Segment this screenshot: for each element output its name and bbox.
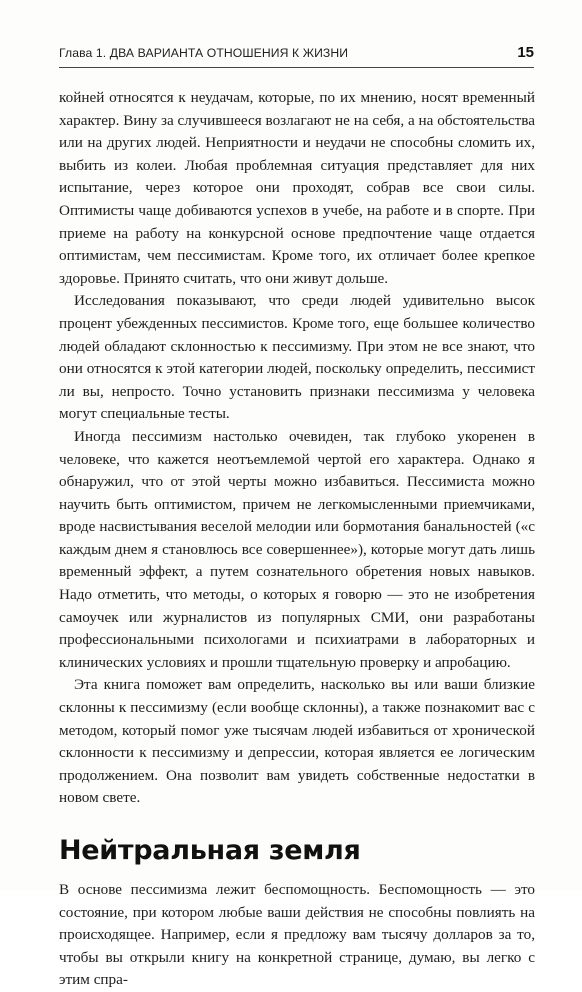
paragraph: Эта книга поможет вам определить, насколько вы или ваши близкие склонны к пессимизму (если вообще склонны), а также познакомит вас с методом, который помог уже тысячам людей избавиться от хронической склонности к пессимизму и депрессии, которая является ее логическим продолжением. Она позволит вам увидеть собственные недостатки в новом свете. [59,676,535,807]
body-text [59,87,535,992]
paragraph: Исследования показывают, что среди людей удивительно высок процент убежденных пессимистов. Кроме того, еще большее количество людей обладают склонностью к пессимизму. При этом не все знают, что они относятся к этой категории людей, поскольку определить, пессимист ли вы, непросто. Точно установить признаки пессимизма у человека могут специальные тесты. [59,292,535,423]
page-number: 15 [517,44,534,61]
paragraph: Иногда пессимизм настолько очевиден, так глубоко укоренен в человеке, что кажется неотъемлемой чертой его характера. Однако я обнаружил, что от этой черты можно избавиться. Пессимиста можно научить быть оптимистом, причем не легкомысленными приемчиками, вроде насвистывания веселой мелодии или бормотания банальностей («с каждым днем я становлюсь все совершеннее»), которые могут дать лишь временный эффект, а путем сознательного обретения новых навыков. Надо отметить, что методы, о которых я говорю — это не изобретения самоучек или журналистов из популярных СМИ, они разработаны профессиональными психологами и психиатрами в лабораторных и клинических условиях и прошли тщательную проверку и апробацию. [59,427,535,671]
running-header [59,44,534,64]
section-heading: Нейтральная земля [59,835,361,866]
chapter-title: Глава 1. ДВА ВАРИАНТА ОТНОШЕНИЯ К ЖИЗНИ [59,46,349,60]
paragraph: В основе пессимизма лежит беспомощность. Беспомощность — это состояние, при котором любые ваши действия не способны повлиять на происходящее. Например, если я предложу вам тысячу долларов за то, чтобы вы открыли книгу на конкретной странице, думаю, вы легко с этим спра- [59,881,535,989]
header-divider [59,67,534,68]
paragraph: койней относятся к неудачам, которые, по их мнению, носят временный характер. Вину за случившееся возлагают не на себя, а на обстоятельства или на других людей. Неприятности и неудачи не способны сломить их, выбить из колеи. Любая проблемная ситуация представляет для них испытание, через которое они проходят, собрав все свои силы. Оптимисты чаще добиваются успехов в учебе, на работе и в спорте. При приеме на работу на конкурсной основе предпочтение чаще отдается оптимистам, чем пессимистам. Кроме того, их отличает более крепкое здоровье. Принято считать, что они живут дольше. [59,89,535,287]
